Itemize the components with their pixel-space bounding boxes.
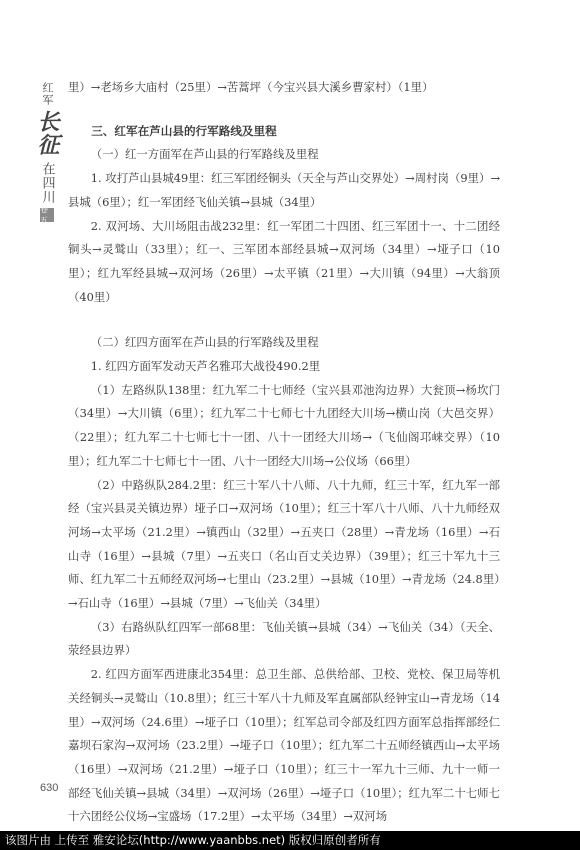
section-heading: 三、红军在芦山县的行军路线及里程	[91, 123, 277, 138]
side-title-stamp: 卷五	[40, 208, 54, 222]
paragraph: 1. 红四方面军发动天芦名雅邛大战役490.2里	[90, 359, 321, 374]
paragraph: 2. 双河场、大川场阻击战232里：红一军团二十四团、红三军团十一、十二团经铜头→灵鹫山（33里）；红一、三军团本部经县城→双河场（34里）→垭子口（10里）；红九军经县城→双河场（26里）→太平镇（21里）→大川镇（94里）→大翁顶（40里）	[68, 218, 500, 304]
paragraph-continuation: 里）→老场乡大庙村（25里）→苦蒿坪（今宝兴县大溪乡曹家村）（1里）	[68, 80, 434, 94]
paragraph: （1）左路纵队138里：红九军二十七师经（宝兴县邓池沟边界）大瓮顶→杨坎门（34里）→大川镇（6里）；红九军二十七师七十九团经大川场→横山岗（大邑交界）（22里）；红九军二十七师七十一团、八十一团经大川场→（飞仙阁邛崃交界）（10里）；红九军二十七师七十一团、八十一团经大川场→公仪场（66里）	[68, 382, 500, 468]
side-title-middle: 在四川	[39, 162, 55, 204]
body-text	[68, 76, 500, 829]
subsection-heading: （一）红一方面军在芦山县的行军路线及里程	[90, 147, 319, 162]
watermark-footer: 该图片由 上传至 雅安论坛(http://www.yaanbbs.net) 版权归原创者所有	[0, 831, 580, 850]
paragraph: 1. 攻打芦山县城49里：红三军团经铜头（天全与芦山交界处）→周村岗（9里）→县城（6里）；红一军团经飞仙关镇→县城（34里）	[68, 171, 500, 209]
paragraph: （2）中路纵队284.2里：红三十军八十八师、八十九师，红三十军，红九军一部经（宝兴县灵关镇边界）垭子口→双河场（10里）；红三十军八十八师、八十九师经双河场→太平场（21.2里）→镇西山（32里）→五夹口（28里）→青龙场（16里）→石山寺（16里）→县城（7里）→五夹口（名山百丈关边界）（39里）；红三十军九十三师、红九军二十五师经双河场→七里山（23.2里）→县城（10里）→青龙场（24.8里）→石山寺（16里）→县城（7里）→飞仙关（34里）	[68, 477, 500, 611]
paragraph: （3）右路纵队红四军一部68里：飞仙关镇→县城（34）→飞仙关（34）（天全、荥经县边界）	[68, 619, 500, 658]
side-title	[34, 82, 60, 225]
side-title-calligraphy: 长征	[34, 110, 60, 156]
side-title-top: 红军	[41, 82, 54, 106]
page-number: 630	[40, 782, 59, 794]
paragraph: 2. 红四方面军西进康北354里：总卫生部、总供给部、卫校、党校、保卫局等机关经铜头→灵鹫山（10.8里）；红三十军八十九师及军直属部队经钟宝山→青龙场（14里）→双河场（24.6里）→垭子口（10里）；红军总司令部及红四方面军总指挥部经仁嘉坝石家沟→双河场（23.2里）→垭子口（10里）；红九军二十五师经镇西山→太平场（16里）→双河场（21.2里）→垭子口（10里）；红三十一军九十三师、九十一师一部经飞仙关镇→县城（34里）→双河场（26里）→垭子口（10里）；红九军二十七师七十六团经公仪场→宝盛场（17.2里）→太平场（34里）→双河场	[68, 667, 500, 824]
subsection-heading: （二）红四方面军在芦山县的行军路线及里程	[90, 335, 319, 350]
